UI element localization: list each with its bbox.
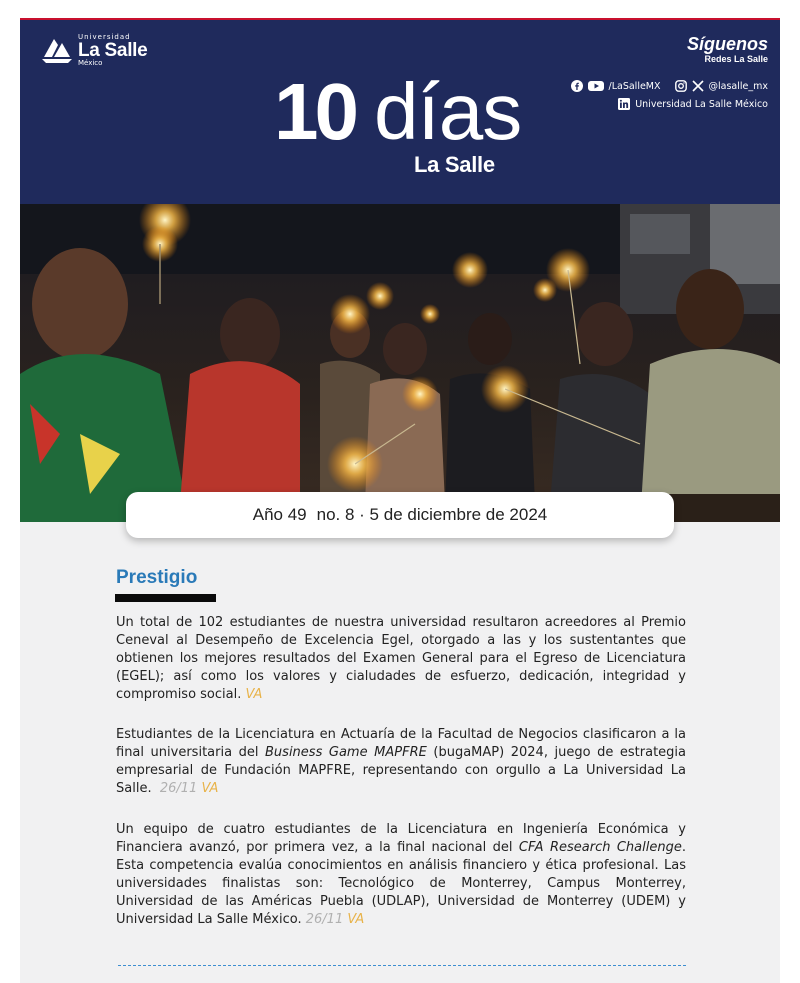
issue-year: Año 49 <box>252 505 307 524</box>
handle-linkedin[interactable]: Universidad La Salle México <box>635 98 768 110</box>
youtube-icon[interactable] <box>588 80 604 92</box>
sparklers-photo-illustration <box>20 204 780 522</box>
la-salle-logo[interactable] <box>40 34 147 67</box>
masthead-number: 10 <box>274 67 355 156</box>
news-item-3-tag[interactable]: VA <box>347 912 365 927</box>
section-divider <box>118 965 686 966</box>
header-banner <box>20 20 780 204</box>
news-item-1: Un total de 102 estudiantes de nuestra universidad resultaron acreedores al Premio Ceneval al Desempeño de Excelencia Egel, otorgado a las y los sustentantes que obtienen los mejores resultados del Examen General para el Egreso de Licenciatura (EGEL); así como los valores y cialudades de esfuerzo, dedicación, integridad y compromiso social. VA <box>116 615 686 702</box>
follow-title: Síguenos <box>686 34 768 54</box>
handle-lasalle-mx[interactable]: @lasalle_mx <box>708 80 768 92</box>
social-row-1 <box>571 80 768 92</box>
logo-country: México <box>78 59 103 67</box>
news-item-3: Un equipo de cuatro estudiantes de la Licenciatura en Ingeniería Económica y Financiera avanzó, por primera vez, a la final nacional del CFA Research Challenge. Esta competencia evalúa conocimientos en análisis financiero y ética profesional. Las universidades finalistas son: Tecnológico de Monterrey, Campus Monterrey, Universidad de las Américas Puebla (UDLAP), Universidad de Monterrey (UDEM) y Universidad La Salle México. 26/11 VA <box>116 822 686 927</box>
social-row-2 <box>571 98 768 110</box>
masthead-brand: La Salle <box>414 152 495 177</box>
handle-lasallemx[interactable]: /LaSalleMX <box>608 80 661 92</box>
news-item-1-tag[interactable]: VA <box>245 687 263 702</box>
news-item-2-date: 26/11 <box>159 781 198 796</box>
la-salle-star-icon <box>40 35 74 67</box>
x-icon[interactable] <box>692 80 704 92</box>
sparklers-photo <box>20 204 780 522</box>
follow-subtitle: Redes La Salle <box>704 54 768 64</box>
section-title-underline <box>115 594 216 602</box>
logo-name: La Salle <box>78 40 148 61</box>
top-accent-rule <box>20 18 780 20</box>
issue-info-bar <box>126 492 674 538</box>
news-item-3-date: 26/11 <box>305 912 344 927</box>
linkedin-icon[interactable] <box>618 98 630 110</box>
news-item-2-tag[interactable]: VA <box>201 781 219 796</box>
logo-university: Universidad <box>78 33 131 41</box>
masthead <box>274 67 534 192</box>
masthead-word: días <box>374 67 522 156</box>
facebook-icon[interactable] <box>571 80 583 92</box>
social-block <box>571 34 768 110</box>
issue-number-date: no. 8 · 5 de diciembre de 2024 <box>316 505 548 524</box>
instagram-icon[interactable] <box>675 80 687 92</box>
section-title: Prestigio <box>116 567 198 588</box>
news-item-2: Estudiantes de la Licenciatura en Actuaría de la Facultad de Negocios clasificaron a la final universitaria del Business Game MAPFRE (bugaMAP) 2024, juego de estrategia empresarial de Fundación MAPFRE, representando con orgullo a La Universidad La Salle. 26/11 VA <box>116 727 687 796</box>
